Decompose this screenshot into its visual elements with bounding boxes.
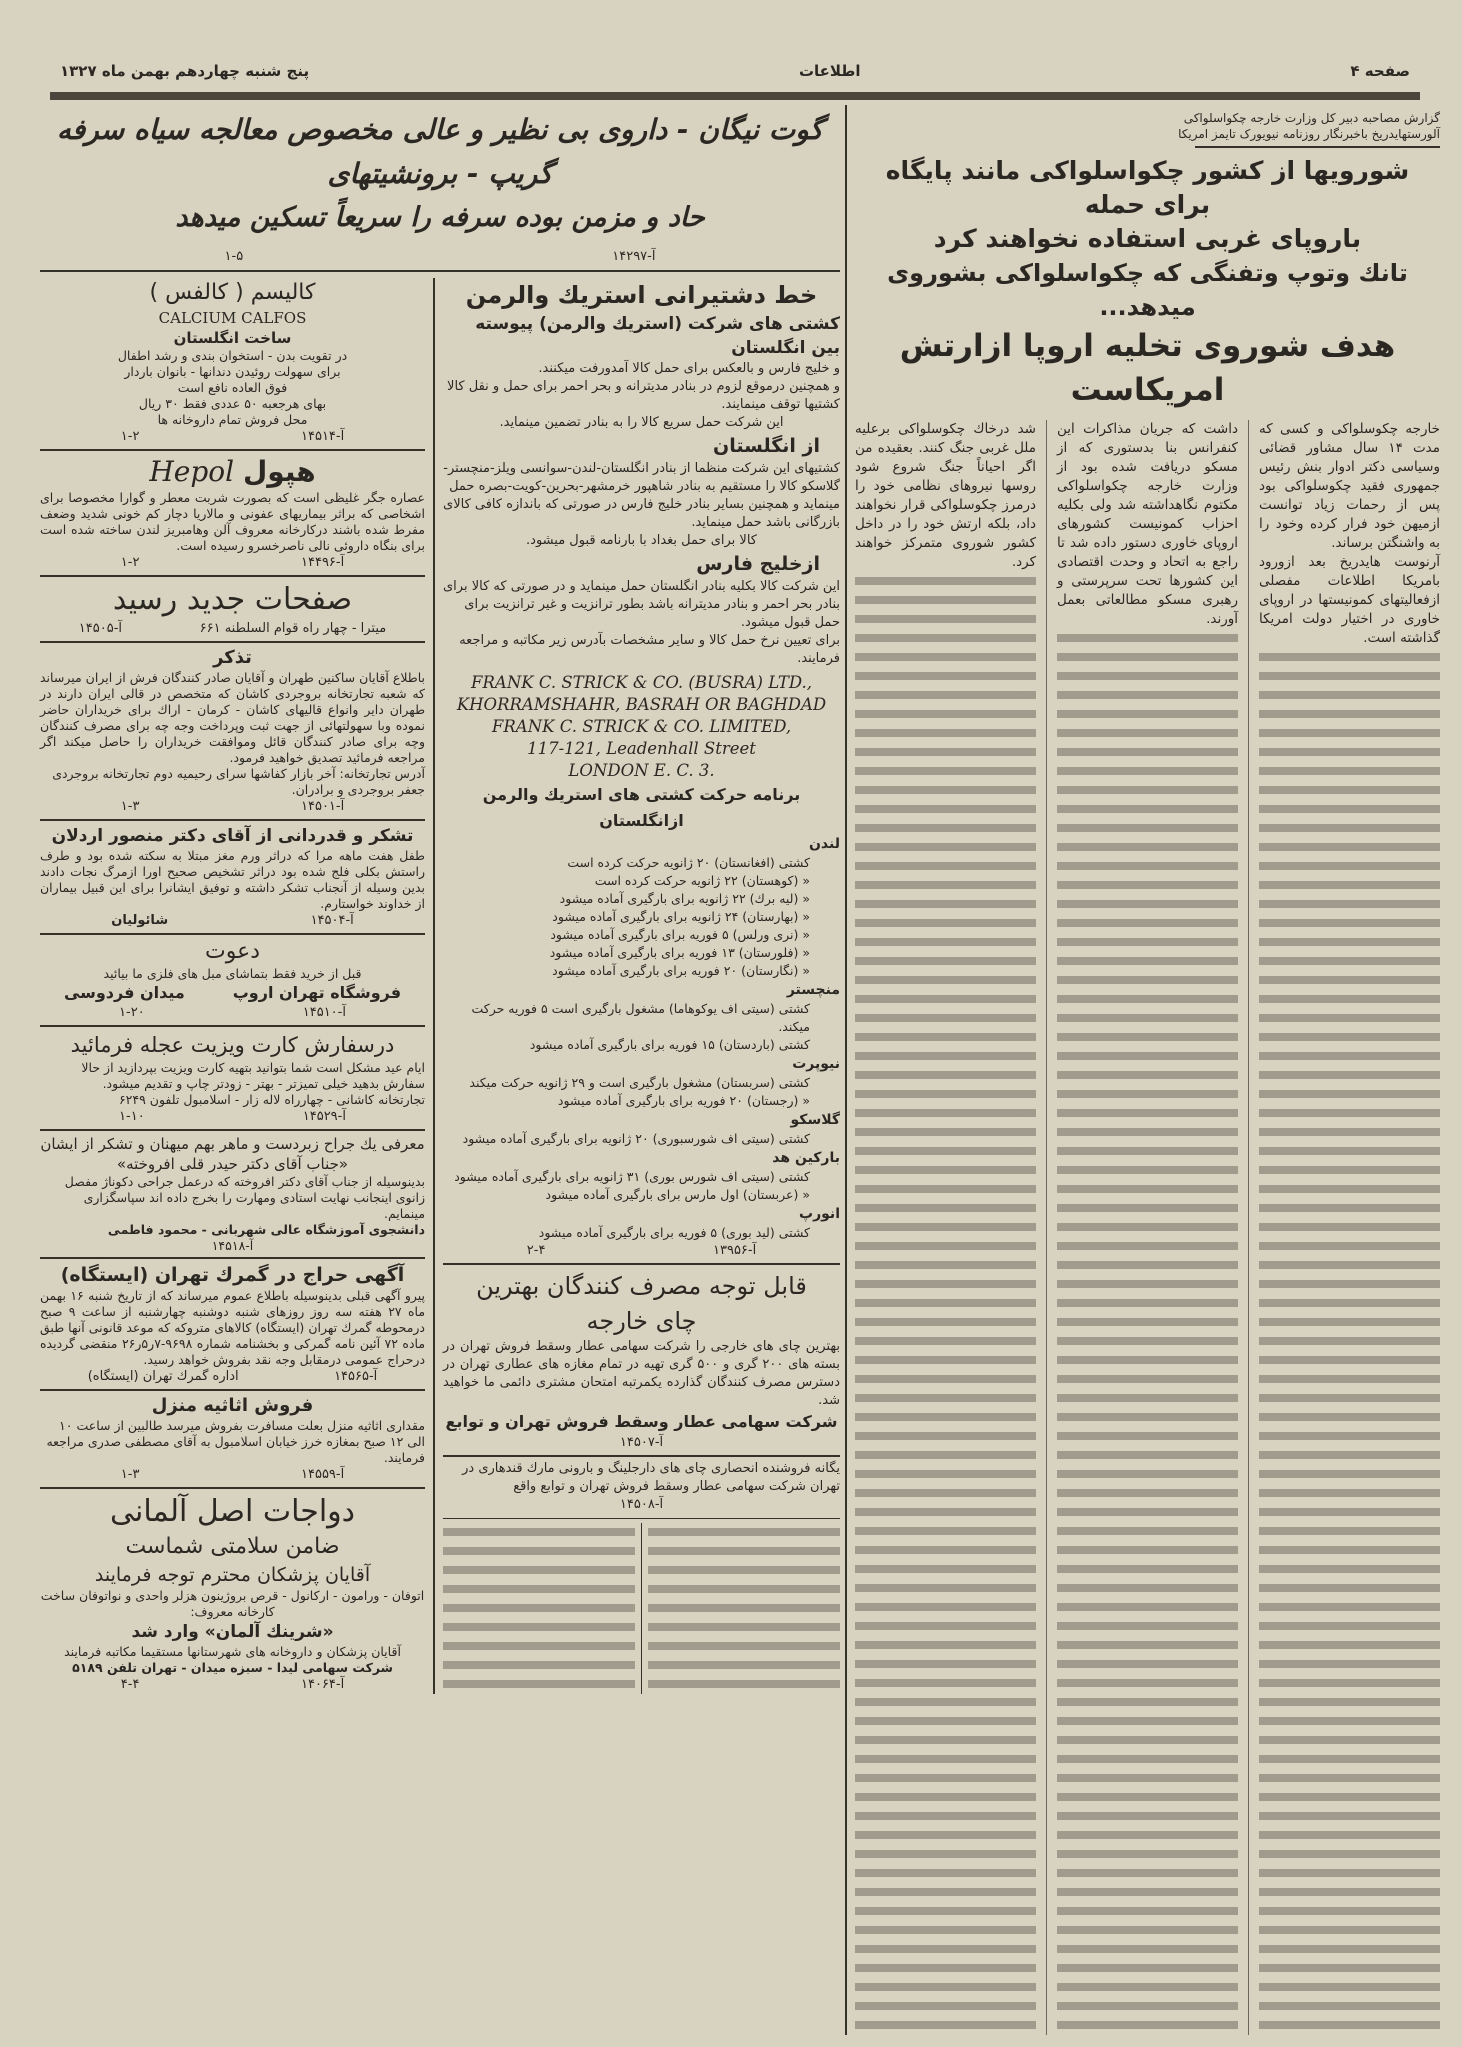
calcium-ad: کالیسم ( کالفس ) CALCIUM CALFOS ساخت انگلستان در تقویت بدن - استخوان بندی و رشد اطفال برای سهولت روئیدن دندانها - بانوان باردار فوق العاده نافع است بهای هرجعبه ۵۰ عددی فقط ۳۰ ریال محل فروش تمام داروخانه ها آ-۱۴۵۱۴ ۱-۲ <box>117 280 348 444</box>
issue-date: پنج شنبه چهاردهم بهمن ماه ۱۳۲۷ <box>60 62 310 80</box>
port-heading: منچستر <box>786 982 840 998</box>
article-column <box>855 420 1036 2035</box>
subheadline: تانك وتوپ وتفنگی كه چكواسلواكی بشوروی میدهد... <box>887 259 1408 321</box>
paragraph: کالا برای حمل بغداد با بارنامه قبول میشود. <box>526 533 757 548</box>
port-heading: انورپ <box>799 1206 840 1222</box>
schedule-entry: « (نگارستان) ۲۰ فوریه برای بارگیری آماده میشود <box>552 963 810 978</box>
schedule-entry: کشتی (لید بوری) ۵ فوریه برای بارگیری آماده میشود <box>538 1225 810 1240</box>
strick-shipping-ad <box>443 278 840 1260</box>
column-divider <box>641 1523 642 1694</box>
paragraph: و همچنین درموقع لزوم در بنادر مدیترانه و بحر احمر برای حمل و نقل کالا کشتیها توقف مینمایند. <box>447 379 840 412</box>
schedule-entry: « (کوهستان) ۲۲ ژانویه حرکت کرده است <box>594 873 810 888</box>
ad-run: ۲-۴ <box>526 1243 546 1258</box>
thanks-ad: تشکر و قدردانی از آقای دکتر منصور اردلان طفل هفت ماهه مرا که دراثر ورم مغز مبتلا به سکته شده بود و طرف راستش بکلی فلج شده بود دراثر تشخیص صحیح اورا ازمرگ نجات دادند بدین وسیله از آنجناب تشکر داشته و توفیق ایشانرا برای این قبیل بیماران از خداوند خواستارم. آ-۱۴۵۰۴ شائولیان <box>40 826 426 928</box>
section-heading: از انگلستان <box>713 435 820 457</box>
port-heading: بارکین هد <box>772 1150 840 1166</box>
article-continuation-row <box>443 1523 840 1694</box>
german-medicine-ad: دواجات اصل آلمانی ضامن سلامتی شماست آقایان پزشکان محترم توجه فرمایند اتوفان - ورامون - ارکانول - قرص بروژینون هزلر واحدی و نواتوفان ساخت کارخانه معروف: «شرینك آلمان» وارد شد آقایان پزشکان و داروخانه های شهرستانها مستقیما مکاتبه فرمایند شرکت سهامی لیدا - سبزه میدان - تهران تلفن ۵۱۸۹ آ-۱۴۰۶۴ ۴-۴ <box>40 1494 425 1692</box>
paragraph: این شرکت کالا بکلیه بنادر انگلستان حمل مینماید و در صورتی که کالا برای بنادر بحر احمر و بنادر مدیترانه باشد بطور ترانزیت و غیر ترانزیت برای حمل قبول میشود. <box>443 579 840 630</box>
column-divider <box>845 105 847 2035</box>
english-address: FRANK C. STRICK & CO. (BUSRA) LTD., KHORRAMSHAHR, BASRAH OR BAGHDAD FRANK C. STRICK & CO. LIMITED, 117-121, Leadenhall Street LONDON E. C. 3. <box>456 673 827 780</box>
divider <box>443 1518 840 1519</box>
columns-row <box>40 278 840 1694</box>
column-divider <box>433 278 435 1694</box>
paragraph: بهترین چای های خارجی را شرکت سهامی عطار وسقط فروش تهران در بسته های ۲۰۰ گری و ۵۰۰ گری تهیه در تمام مغازه های عطاری تهران در دسترس مصرف کنندگان گذارده یکمرتبه امتحان مشتری دائمی ما خواهید شد. <box>443 1339 840 1408</box>
ad-code: آ-۱۴۵۰۷ <box>619 1435 664 1450</box>
furniture-ad: فروش اثاثیه منزل مقداری اثاثیه منزل بعلت مسافرت بفروش میرسد طالبین از ساعت ۱۰ الی ۱۲ صبح بمغازه خرز خیابان اسلامبول به آقای مصطفی صدری مراجعه فرمایند. آ-۱۴۵۵۹ ۱-۳ <box>46 1395 426 1482</box>
banner-ad <box>40 108 840 266</box>
headline: شورویها از کشور چکواسلواکی مانند پایگاه برای حمله <box>885 156 1410 219</box>
article-column <box>1259 420 1440 2035</box>
section-heading: ازخلیج فارس <box>696 553 820 575</box>
left-section <box>40 108 840 1694</box>
schedule-entry: کشتی (سیتی اف شورسبوری) ۲۰ ژانویه برای بارگیری آماده میشود <box>462 1131 810 1146</box>
article-column <box>1057 420 1238 2035</box>
surgeon-ad: معرفی یك جراح زبردست و ماهر بهم میهنان و تشکر از ایشان «جناب آقای دکتر حیدر قلی افروخته» بدینوسیله از جناب آقای دکتر افروخته که درعمل جراحی دکوناژ مفصل زانوی اینجانب نهایت استادی ومهارت را بخرج داده اند سپاسگزاری مینمایم. دانشجوی آموزشگاه عالی شهربانی - محمود فاطمی آ-۱۴۵۱۸ <box>40 1135 426 1253</box>
headline: باروپای غربی استفاده نخواهند کرد <box>933 224 1362 253</box>
schedule-entry: کشتی (افغانستان) ۲۰ ژانویه حرکت کرده است <box>567 855 810 870</box>
banner-line-1: گوت نیگان - داروی بی نظیر و عالی مخصوص معالجه سیاه سرفه گریپ - برونشیتهای <box>56 113 824 190</box>
newspaper-name: اطلاعات <box>798 62 861 80</box>
kicker-line: آلورستهایدریخ باخبرنگار روزنامه نیویورک تایمز امریکا <box>1178 127 1440 141</box>
schedule-title: برنامه حرکت کشتی های استریك والرمن ازانگلستان <box>482 785 801 830</box>
center-column <box>443 278 840 1694</box>
divider <box>40 270 840 272</box>
schedule-entry: کشتی (سربستان) مشغول بارگیری است و ۲۹ ژانویه حرکت میکند <box>469 1075 810 1090</box>
article-kicker <box>1140 110 1440 142</box>
ad-code: آ-۱۴۵۰۸ <box>619 1497 664 1512</box>
port-heading: نیوپرت <box>792 1056 840 1072</box>
schedule-entry: « (عربستان) اول مارس برای بارگیری آماده میشود <box>545 1187 810 1202</box>
schedule-entry: « (فلورستان) ۱۳ فوریه برای بارگیری آماده میشود <box>549 945 810 960</box>
invitation-ad: دعوت قبل از خرید فقط بتماشای مبل های فلزی ما بیائید فروشگاه تهران اروپ میدان فردوسی آ-۱۴۵۱۰ ۱-۲۰ <box>63 939 402 1020</box>
banner-line-2: حاد و مزمن بوده سرفه را سریعاً تسکین میدهد <box>175 202 705 233</box>
business-card-ad: درسفارش کارت ویزیت عجله فرمائید ایام عید مشکل است شما بتوانید بتهیه کارت ویزیت بپردازید از حالا سفارش بدهید خیلی تمیزتر - بهتر - زودتر چاپ و تقدیم میشود. تجارتخانه کاشانی - چهارراه لاله زار - اسلامبول تلفون ۶۲۴۹ آ-۱۴۵۲۹ ۱-۱۰ <box>70 1033 426 1124</box>
port-heading: گلاسکو <box>790 1112 840 1128</box>
left-ads <box>40 278 429 1694</box>
paragraph: داشت که جریان مذاکرات این کنفرانس بنا بدستوری که از مسکو دریافت شده بود از وزارت خارجه چکواسلواکی مکتوم نگاهداشته شد ولی بکلیه احزاب کمونیست کشورهای اروپای خاوری دستور داده شد تا راجع به اتحاد و وحدت اقتصادی این کشورها تحت سرپرستی و رهبری مسکو مطالعاتی بعمل آورند. <box>1056 421 1238 627</box>
main-article <box>855 110 1440 2035</box>
schedule-entry: « (رجستان) ۲۰ فوریه برای بارگیری آماده میشود <box>557 1093 810 1108</box>
paragraph: آرنوست هایدریخ بعد ازورود بامریکا اطلاعات مفصلی ازفعالیتهای کمونیستها در اروپای خاوری در اختیار دولت امریکا گذاشته است. <box>1258 554 1440 646</box>
ad-run: ۱-۵ <box>224 249 244 264</box>
notice-ad: تذکر باطلاع آقایان ساکنین طهران و آقایان صادر کنندگان فرش از ایران میرساند که شعبه تجارتخانه بروجردی کاشان که متخصص در قالی ایران دارند در طهران دایر وانواع قالیهای کاشان - کرمان - اراك برای خریداران حاضر نموده وبا سهولتهائی از جهت ثبت وپرداخت وجه چه برای مصرف کنندگان وچه برای صادر کنندگان قائل وموافقت خریداران را حاصل میکند اگر مراجعه فرمائید تصدیق خواهید فرمود. آدرس تجارتخانه: آخر بازار کفاشها سرای رحیمیه دوم تجارتخانه بروجردی جعفر بروجردی و برادران. آ-۱۴۵۰۱ ۱-۳ <box>40 647 426 814</box>
ad-subtitle: کشتی های شرکت (استریك والرمن) پیوسته بین انگلستان <box>475 314 840 358</box>
headline-main: هدف شوروی تخلیه اروپا ازارتش امریکاست <box>899 328 1396 408</box>
hepol-ad: هپول Hepol عصاره جگر غلیظی است که بصورت شربت معطر و گوارا مخصوصا برای اشخاصی که براثر بیماریهای عفونی و مالاریا دچار کم خونی شدید وضعف مفرط شده باشند درکارخانه معروف آلن وهامبریز لندن ساخته شده است برای بنگاه داروئی نالی ناصرخسرو رسیده است. آ-۱۴۴۹۶ ۱-۲ <box>40 455 426 570</box>
masthead <box>60 62 1410 86</box>
article-continuation <box>648 1523 840 1694</box>
schedule-entry: « (نری ورلس) ۵ فوریه برای بارگیری آماده میشود <box>550 927 810 942</box>
paragraph: و خلیج فارس و بالعکس برای حمل کالا آمدورفت میکنند. <box>538 361 840 376</box>
paragraph: برای تعیین نرخ حمل کالا و سایر مشخصات بآدرس زیر مکاتبه و مراجعه فرمایند. <box>459 633 840 666</box>
schedule-entry: « (بهارستان) ۲۴ ژانویه برای بارگیری آماده میشود <box>552 909 810 924</box>
tea-ad <box>443 1268 840 1452</box>
ad-signature: شرکت سهامی عطار وسقط فروش تهران و توابع <box>445 1412 838 1431</box>
paragraph: یگانه فروشنده انحصاری چای های دارجلینگ و بارونی مارك قندهاری در تهران شرکت سهامی عطار وسقط فروش تهران و توابع واقع <box>462 1461 840 1494</box>
auction-ad: آگهی حراج در گمرك تهران (ایستگاه) پیرو آگهی قبلی بدینوسیله باطلاع عموم میرساند که از تاریخ شنبه ۱۶ بهمن ماه ۲۷ هفته سه روز روزهای شنبه دوشنبه چهارشنبه از ساعت ۹ صبح درمحوطه گمرك تهران (ایستگاه) کالاهای متروکه که موعد قانونی آنها طبق ماده ۷۲ آئین نامه گمرکی و بخشنامه شماره ۹۶۹۸-۷ر۵ر۲۶ منقضی گردیده درحراج عمومی درمقابل وجه نقد بفروش خواهد رسید. آ-۱۴۵۶۵ اداره گمرك تهران (ایستگاه) <box>40 1264 426 1384</box>
paragraph: این شرکت حمل سریع کالا را به بنادر تضمین مینماید. <box>499 415 784 430</box>
schedule-entry: کشتی (سیتی اف یوکوهاما) مشغول بارگیری است ۵ فوریه حرکت میکند. <box>471 1001 810 1034</box>
records-ad: صفحات جدید رسید میترا - چهار راه قوام السلطنه ۶۶۱ آ-۱۴۵۰۵ <box>78 582 387 636</box>
paragraph: کشتیهای این شرکت منظما از بنادر انگلستان-لندن-سوانسی ویلز-منچستر-گلاسکو کالا را مستقیم به بنادر شاهپور خرمشهر-بحرین-کویت-بصره حمل مینماید و همچنین بسایر بنادر خلیج فارس در صورتی که باندازه کافی کالای بازرگانی باشد حمل مینماید. <box>443 461 840 530</box>
kicker-line: گزارش مصاحبه دبیر کل وزارت خارجه چکواسلواکی <box>1183 111 1440 125</box>
darjeeling-ad <box>443 1460 840 1514</box>
ad-title: چای خارجه <box>586 1307 697 1335</box>
page-number: صفحه ۴ <box>1350 62 1410 80</box>
ad-code: آ-۱۴۲۹۷ <box>612 249 656 264</box>
paragraph: خارجه چکوسلواکی و کسی که مدت ۱۴ سال مشاور قضائی وسیاسی دکتر ادوار بنش رئیس جمهوری فقید چکوسلواکی بود پس از رحمات زیاد توانست ازمیهن خود فرار کرده وخود را به واشنگتن برساند. <box>1258 421 1440 551</box>
paragraph: شد درخاك چكوسلواكی برعلیه ملل غربی جنگ کنند. بعقیده من اگر احیاناً جنگ شروع شود روسها نیروهای نظامی خود را درمرز چکوسلواکی قرار نخواهند داد، بلکه ارتش خود را در داخل کشور شوروی متمرکز خواهند کرد. <box>854 421 1036 570</box>
ad-code: آ-۱۳۹۵۶ <box>713 1243 757 1258</box>
ad-title: خط دشتیرانی استریك والرمن <box>465 281 818 309</box>
masthead-rule <box>50 92 1420 100</box>
schedule-entry: کشتی (سیتی اف شورس بوری) ۳۱ ژانویه برای بارگیری آماده میشود <box>454 1169 810 1184</box>
schedule-entry: « (لیه برك) ۲۲ ژانویه برای بارگیری آماده میشود <box>559 891 810 906</box>
schedule <box>443 834 840 1242</box>
article-continuation <box>443 1523 635 1694</box>
port-heading: لندن <box>808 836 840 852</box>
ad-title: قابل توجه مصرف کنندگان بهترین <box>476 1272 807 1300</box>
schedule-entry: کشتی (باردستان) ۱۵ فوریه برای بارگیری آماده میشود <box>529 1037 810 1052</box>
